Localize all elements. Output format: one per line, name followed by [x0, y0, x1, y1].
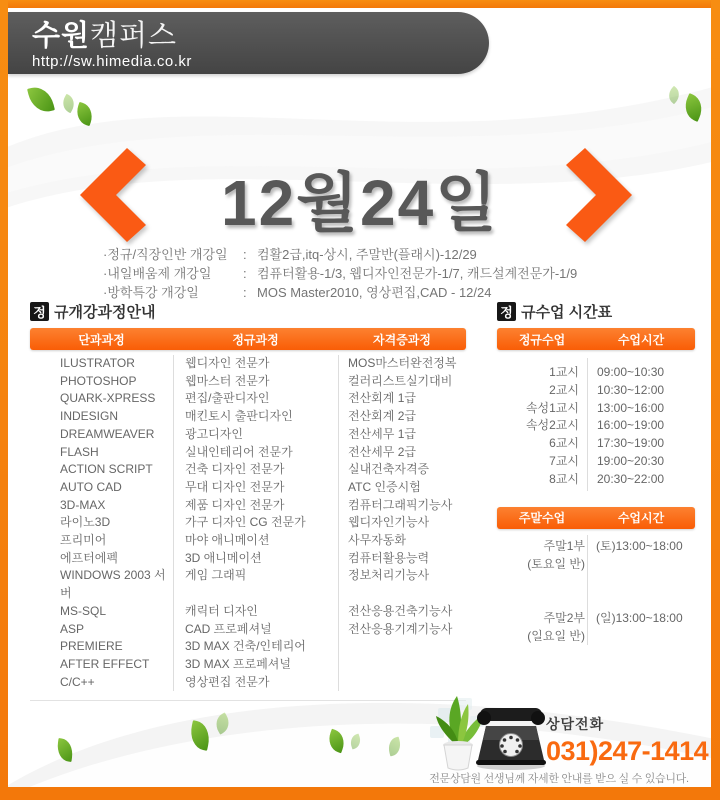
course-cell-danak: ILUSTRATOR	[60, 356, 135, 370]
course-cell-regular: 광고디자인	[173, 426, 338, 444]
frame-top	[0, 0, 720, 8]
course-panel	[30, 302, 466, 701]
notice-row	[103, 264, 577, 283]
table-row	[30, 621, 466, 639]
title-badge-icon: 정	[30, 302, 49, 321]
period-time: 17:30~19:00	[597, 436, 665, 451]
phone-icon	[476, 708, 546, 770]
notice-separator: :	[243, 285, 247, 300]
current-date: 12월24일	[220, 167, 500, 239]
opening-notices	[103, 245, 577, 302]
course-cell-license: 사무자동화	[338, 532, 466, 550]
course-cell-license: ATC 인증시험	[338, 479, 466, 497]
table-row	[30, 603, 466, 621]
notice-value: 컴퓨터활용-1/3, 웹디자인전문가-1/7, 캐드설계전문가-1/9	[257, 266, 578, 281]
weekend-schedule-header	[497, 507, 695, 529]
regular-schedule-header	[497, 328, 695, 350]
period-name: 2교시	[549, 382, 579, 397]
notice-label: ·내일배움제 개강일	[103, 266, 212, 281]
course-cell-license: 웹디자인기능사	[338, 514, 466, 532]
course-cell-license: 전산세무 2급	[338, 444, 466, 462]
table-row	[30, 656, 466, 674]
course-cell-regular: CAD 프로페셔널	[173, 621, 338, 639]
course-cell-license: 전산회계 1급	[338, 390, 466, 408]
table-row	[30, 550, 466, 568]
weekend-schedule-body	[497, 529, 695, 645]
table-row	[30, 638, 466, 656]
period-name: 1교시	[549, 365, 579, 379]
course-cell-danak: ACTION SCRIPT	[60, 462, 153, 477]
course-cell-danak: PREMIERE	[60, 639, 123, 654]
course-cell-license: 전산세무 1급	[338, 426, 466, 444]
course-cell-license: 정보처리기능사	[338, 567, 466, 602]
course-cell-regular: 웹마스터 전문가	[173, 373, 338, 391]
course-cell-license: MOS마스터완전정복	[338, 355, 466, 373]
contact-section	[429, 692, 709, 788]
course-cell-regular: 게임 그래픽	[173, 567, 338, 602]
column-header: 수업시간	[617, 511, 665, 526]
course-cell-regular: 제품 디자인 전문가	[173, 497, 338, 515]
course-cell-license: 컴퓨터그래픽기능사	[338, 497, 466, 515]
course-cell-danak: MS-SQL	[60, 603, 107, 618]
regular-schedule-body	[497, 350, 695, 489]
table-row	[30, 373, 466, 391]
table-row	[497, 471, 695, 489]
title-badge-icon: 정	[497, 302, 516, 321]
course-cell-regular: 3D MAX 프로페셔널	[173, 656, 338, 674]
frame-right	[711, 0, 720, 800]
weekend-class-name: 주말1부	[543, 538, 585, 553]
notice-label: ·정규/직장인반 개강일	[103, 247, 228, 262]
course-cell-regular: 편집/출판디자인	[173, 390, 338, 408]
period-time: 16:00~19:00	[597, 418, 665, 433]
period-time: 19:00~20:30	[597, 453, 665, 468]
course-cell-regular: 캐릭터 디자인	[173, 603, 338, 621]
weekend-class-name: 주말2부	[543, 610, 585, 625]
column-header: 수업시간	[617, 332, 665, 347]
frame-left	[0, 0, 8, 800]
table-row	[30, 532, 466, 550]
table-row	[30, 390, 466, 408]
table-row	[30, 426, 466, 444]
course-cell-regular: 3D 애니메이션	[173, 550, 338, 568]
course-cell-danak: QUARK-XPRESS	[60, 391, 156, 406]
notice-row	[103, 283, 577, 302]
course-cell-license	[338, 674, 466, 692]
table-row	[497, 364, 695, 382]
period-name: 속성1교시	[525, 400, 579, 415]
period-time: 20:30~22:00	[597, 471, 665, 486]
weekend-class	[497, 609, 585, 645]
table-row	[497, 435, 695, 453]
notice-label: ·방학특강 개강일	[103, 285, 199, 300]
notice-separator: :	[243, 266, 247, 281]
schedule-panel-title-text: 규수업 시간표	[521, 304, 613, 321]
table-row	[30, 355, 466, 373]
table-row	[30, 674, 466, 692]
course-cell-danak: INDESIGN	[60, 409, 119, 424]
table-row	[497, 609, 695, 645]
table-row	[30, 514, 466, 532]
phone-plant-illustration	[430, 692, 548, 772]
weekend-class-time: (일)13:00~18:00	[596, 610, 683, 625]
table-row	[30, 461, 466, 479]
notice-row	[103, 245, 577, 264]
contact-text	[546, 714, 708, 767]
course-table-body	[30, 355, 466, 701]
course-cell-danak: AUTO CAD	[60, 479, 122, 494]
course-cell-regular: 가구 디자인 CG 전문가	[173, 514, 338, 532]
table-row	[30, 408, 466, 426]
schedule-panel	[497, 302, 695, 681]
course-cell-regular: 매킨토시 출판디자인	[173, 408, 338, 426]
column-header: 정규과정	[232, 332, 279, 347]
period-name: 6교시	[549, 436, 579, 451]
period-name: 8교시	[549, 471, 579, 486]
course-cell-license: 전산회계 2급	[338, 408, 466, 426]
course-cell-danak: 에프터에펙	[60, 550, 118, 565]
course-cell-danak: C/C++	[60, 674, 95, 689]
course-cell-danak: 프리미어	[60, 533, 107, 548]
weekend-class-day: (토요일 반)	[527, 556, 585, 571]
period-time: 13:00~16:00	[597, 400, 665, 415]
course-cell-danak: ASP	[60, 621, 85, 636]
weekend-class-day: (일요일 반)	[527, 628, 585, 643]
table-row	[30, 497, 466, 515]
table-row	[497, 382, 695, 400]
column-header: 정규수업	[518, 332, 566, 347]
column-header: 주말수업	[518, 511, 566, 526]
contact-label: 상담전화	[546, 716, 605, 732]
course-cell-license	[338, 656, 466, 674]
course-cell-regular: 건축 디자인 전문가	[173, 461, 338, 479]
course-cell-license: 전산응용기계기능사	[338, 621, 466, 639]
course-cell-license	[338, 638, 466, 656]
course-cell-license: 전산응용건축기능사	[338, 603, 466, 621]
course-cell-license: 실내건축자격증	[338, 461, 466, 479]
course-cell-danak: AFTER EFFECT	[60, 656, 150, 671]
notice-value: 컴활2급,itq-상시, 주말반(플래시)-12/29	[257, 247, 477, 262]
table-row	[30, 567, 466, 602]
campus-title-bold: 수원	[32, 20, 91, 52]
table-row	[497, 417, 695, 435]
contact-phone-number: 031)247-1414	[546, 736, 709, 766]
course-cell-regular: 웹디자인 전문가	[173, 355, 338, 373]
next-date-arrow-icon[interactable]	[566, 148, 632, 242]
table-row	[30, 479, 466, 497]
campus-title-rest: 캠퍼스	[90, 20, 178, 52]
period-time: 10:30~12:00	[597, 382, 665, 397]
weekend-class	[497, 537, 585, 573]
course-cell-danak: DREAMWEAVER	[60, 426, 155, 441]
frame-bottom	[0, 787, 720, 800]
course-cell-danak: 3D-MAX	[60, 497, 106, 512]
campus-url-link[interactable]: http://sw.himedia.co.kr	[32, 53, 192, 70]
date-banner	[0, 146, 720, 246]
notice-value: MOS Master2010, 영상편집,CAD - 12/24	[257, 285, 492, 300]
notice-separator: :	[243, 247, 247, 262]
weekend-class-time: (토)13:00~18:00	[596, 538, 683, 553]
period-time: 09:00~10:30	[597, 365, 665, 379]
course-panel-title-text: 규개강과정안내	[54, 304, 156, 321]
campus-header	[8, 12, 489, 74]
column-header: 단과과정	[78, 332, 125, 347]
campus-title	[32, 20, 489, 52]
column-header: 자격증과정	[373, 332, 431, 347]
period-name: 7교시	[549, 453, 579, 468]
table-row	[30, 444, 466, 462]
course-cell-danak: 라이노3D	[60, 515, 111, 530]
course-cell-regular: 실내인테리어 전문가	[173, 444, 338, 462]
course-cell-regular: 영상편집 전문가	[173, 674, 338, 692]
course-cell-license: 컴퓨터활용능력	[338, 550, 466, 568]
table-row	[497, 537, 695, 573]
table-row	[497, 453, 695, 471]
contact-note: 전문상담원 선생님께 자세한 안내를 받으 실 수 있습니다.	[429, 773, 689, 785]
period-name: 속성2교시	[525, 418, 579, 433]
course-panel-title	[30, 302, 466, 321]
course-cell-danak: FLASH	[60, 444, 99, 459]
course-cell-regular: 마야 애니메이션	[173, 532, 338, 550]
table-row	[497, 400, 695, 418]
course-cell-regular: 무대 디자인 전문가	[173, 479, 338, 497]
course-cell-license: 컬러리스트실기대비	[338, 373, 466, 391]
course-cell-regular: 3D MAX 건축/인테리어	[173, 638, 338, 656]
course-cell-danak: PHOTOSHOP	[60, 373, 137, 388]
schedule-panel-title	[497, 302, 695, 321]
course-cell-danak: WINDOWS 2003 서버	[60, 568, 166, 601]
course-table-header	[30, 328, 466, 350]
